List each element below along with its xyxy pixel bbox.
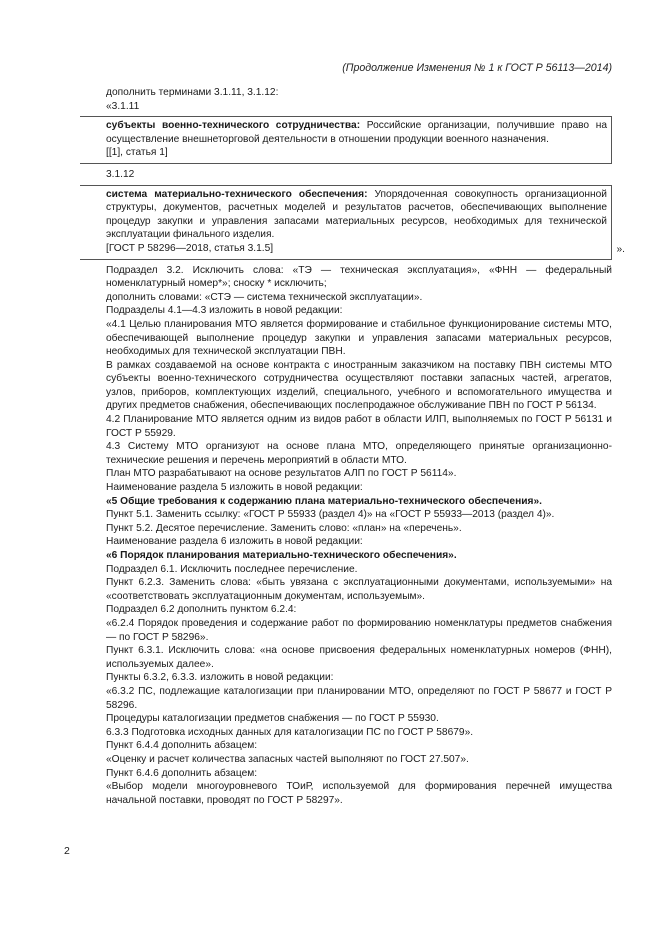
paragraph: Пункт 6.2.3. Заменить слова: «быть увязана с эксплуатационными документами, используемыми» на «соответствовать эксплуатационным документам, используемым». [106,577,612,602]
paragraph: Пункт 6.4.4 дополнить абзацем: [106,740,258,752]
paragraph: «6.3.2 ПС, подлежащие каталогизации при планировании МТО, определяют по ГОСТ Р 58677 и ГОСТ Р 58296. [106,685,612,711]
text-line: 3.1.12 [106,168,135,180]
term-box-3111 [80,116,612,164]
text-line: дополнить терминами 3.1.11, 3.1.12: [106,87,279,98]
term-text: Российские организации, получившие право на осуществление внешнеторговой деятельности в отношении продукции военного назначения. [106,120,607,145]
paragraph: Подразделы 4.1—4.3 изложить в новой редакции: [106,305,343,317]
paragraph: «Оценку и расчет количества запасных частей выполняют по ГОСТ 27.507». [106,753,469,765]
term-name: субъекты военно-технического сотрудничества: [106,120,361,132]
term-definition [80,188,607,242]
paragraph: Наименование раздела 5 изложить в новой редакции: [106,482,363,494]
term-box-3112 [80,185,612,260]
paragraph: Пункт 6.4.6 дополнить абзацем: [106,767,258,779]
running-header: (Продолжение Изменения № 1 к ГОСТ Р 56113—2014) [342,62,612,74]
paragraph: Подраздел 6.1. Исключить последнее перечисление. [106,563,358,575]
paragraph: «4.1 Целью планирования МТО является формирование и стабильное функционирование системы МТО, обеспечивающей выполнение процедур закупки и управления запасами материальных ресурсов, необходимых для технической эксплуатации ПВН. [106,318,612,358]
paragraphs [80,264,612,808]
paragraph: «Выбор модели многоуровневого ТОиР, используемой для формирования перечней имущества начальной поставки, проводят по ГОСТ Р 58297». [106,781,612,806]
paragraph: В рамках создаваемой на основе контракта с иностранным заказчиком на поставку ПВН системы МТО субъекты военно-технического сотрудничества осуществляют поставки запасных частей, агрегатов, узлов, приборов, комплектующих изделий, специального, учебного и вспомогательного имущества и других предметов снабжения, обеспечивающих послепродажное обслуживание ПВН по ГОСТ Р 56134. [106,359,612,412]
paragraph: Пункт 6.3.1. Исключить слова: «на основе присвоения федеральных номенклатурных номеров (ФНН), используемых далее». [106,645,612,670]
paragraph: Подраздел 3.2. Исключить слова: «ТЭ — техническая эксплуатация», «ФНН — федеральный номенклатурный номер*»; сноску * исключить; [106,264,612,290]
paragraph: Подраздел 6.2 дополнить пунктом 6.2.4: [106,604,297,616]
paragraph: 4.2 Планирование МТО является одним из видов работ в области ИЛП, выполняемых по ГОСТ Р 56131 и ГОСТ Р 55929. [106,414,612,439]
text-line: «3.1.11 [106,100,140,112]
paragraph: Наименование раздела 6 изложить в новой редакции: [106,536,363,548]
term-text: Упорядоченная совокупность организационной структуры, документов, расчетных моделей и результатов расчетов, обеспечивающих выполнение процедур закупки и управления запасами материальных ресурсов, необходимых для технической эксплуатации финального изделия. [106,188,607,241]
paragraph: План МТО разрабатывают на основе результатов АЛП по ГОСТ Р 56114». [106,468,457,480]
paragraph: «6 Порядок планирования материально-технического обеспечения». [106,550,457,561]
paragraph: «5 Общие требования к содержанию плана материально-технического обеспечения». [106,495,542,507]
paragraph: Процедуры каталогизации предметов снабжения — по ГОСТ Р 55930. [106,713,439,725]
document-body [80,86,625,807]
paragraph: Пункты 6.3.2, 6.3.3. изложить в новой редакции: [106,672,334,684]
page-number: 2 [64,845,70,857]
closing-quote: ». [616,243,625,255]
term-source: [[1], статья 1] [106,147,168,159]
term-source: [ГОСТ Р 58296—2018, статья 3.1.5] [106,242,274,254]
paragraph: «6.2.4 Порядок проведения и содержание работ по формированию номенклатуры предметов снабжения — по ГОСТ Р 58296». [106,617,612,643]
term-box-3112-wrap [80,185,625,260]
term-name: система материально-технического обеспечения: [106,188,368,200]
term-definition [80,119,607,146]
paragraph: дополнить словами: «СТЭ — система технической эксплуатации». [106,291,423,303]
paragraph: Пункт 5.2. Десятое перечисление. Заменить слово: «план» на «перечень». [106,522,462,534]
paragraph: 6.3.3 Подготовка исходных данных для каталогизации ПС по ГОСТ Р 58679». [106,726,474,738]
paragraph: Пункт 5.1. Заменить ссылку: «ГОСТ Р 55933 (раздел 4)» на «ГОСТ Р 55933—2013 (раздел 4)». [106,509,555,521]
paragraph: 4.3 Систему МТО организуют на основе плана МТО, определяющего принятые организационно-технические решения и перечень мероприятий в области МТО. [106,441,612,466]
